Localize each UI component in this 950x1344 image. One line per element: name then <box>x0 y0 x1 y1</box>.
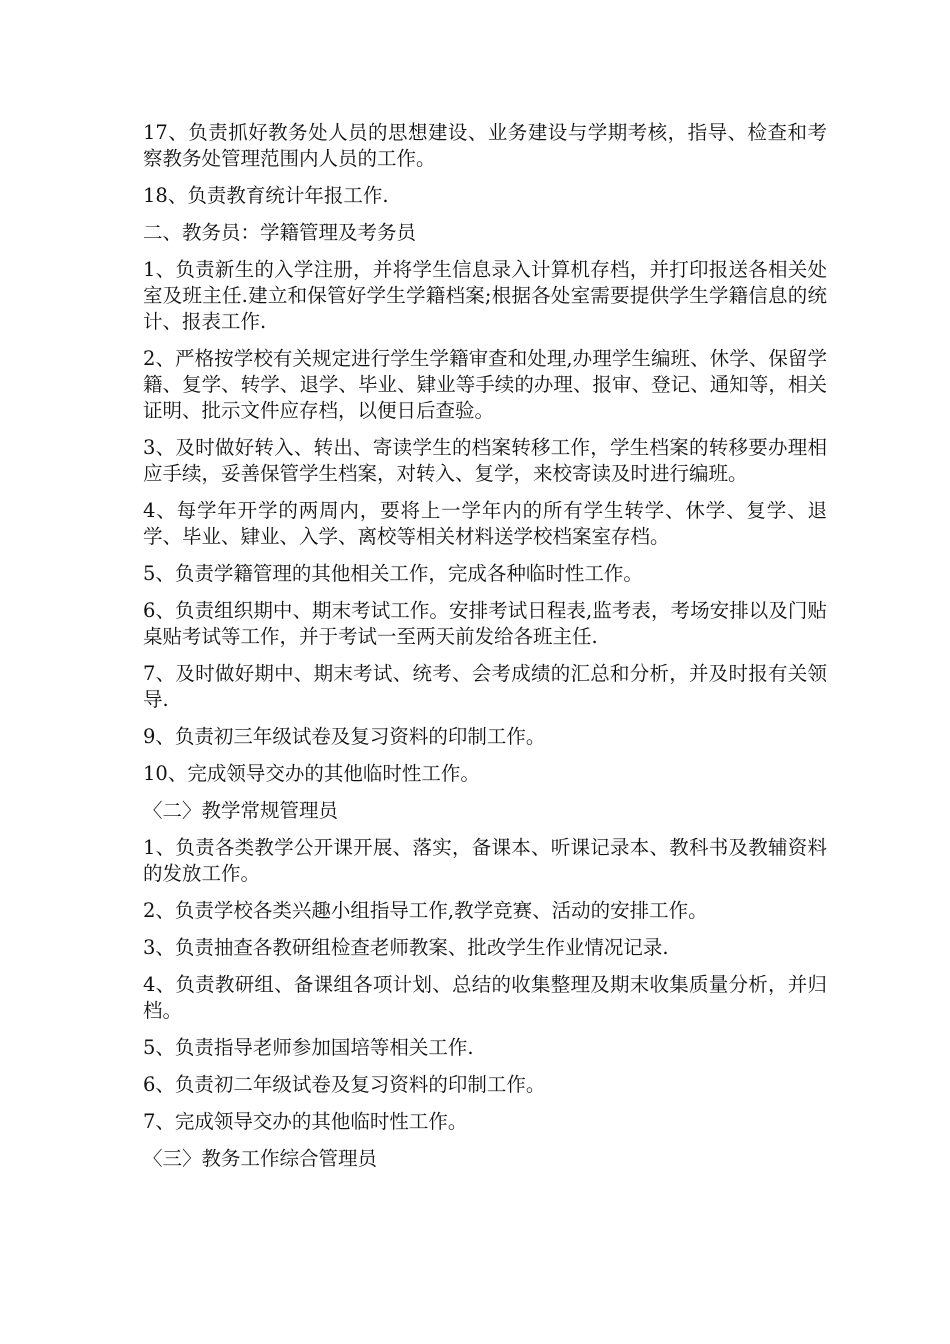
paragraph-18: 18、负责教育统计年报工作. <box>143 184 389 207</box>
paragraph-17: 17、负责抓好教务处人员的思想建设、业务建设与学期考核，指导、检查和考察教务处管理范围内人员的工作。 <box>143 121 827 170</box>
paragraph-routine-5: 5、负责指导老师参加国培等相关工作. <box>143 1036 474 1059</box>
paragraph-routine-3: 3、负责抽查各教研组检查老师教案、批改学生作业情况记录. <box>143 936 669 959</box>
paragraph-registrar-3: 3、及时做好转入、转出、寄读学生的档案转移工作，学生档案的转移要办理相应手续，妥善保管学生档案，对转入、复学，来校寄读及时进行编班。 <box>143 436 827 485</box>
section-heading-teaching-routine: 〈二〉教学常规管理员 <box>143 799 339 822</box>
paragraph-routine-2: 2、负责学校各类兴趣小组指导工作,教学竞赛、活动的安排工作。 <box>143 899 708 922</box>
paragraph-routine-4: 4、负责教研组、备课组各项计划、总结的收集整理及期末收集质量分析，并归档。 <box>143 973 827 1022</box>
section-heading-general-admin: 〈三〉教务工作综合管理员 <box>143 1147 378 1170</box>
paragraph-registrar-2: 2、严格按学校有关规定进行学生学籍审查和处理,办理学生编班、休学、保留学籍、复学、转学、退学、毕业、肄业等手续的办理、报审、登记、通知等，相关证明、批示文件应存档，以便日后查验。 <box>143 347 827 422</box>
paragraph-routine-7: 7、完成领导交办的其他临时性工作。 <box>143 1110 468 1133</box>
section-heading-registrar: 二、教务员：学籍管理及考务员 <box>143 221 417 244</box>
document-body <box>143 120 827 1183</box>
paragraph-registrar-6: 6、负责组织期中、期末考试工作。安排考试日程表,监考表，考场安排以及门贴桌贴考试等工作，并于考试一至两天前发给各班主任. <box>143 599 827 648</box>
paragraph-registrar-7: 7、及时做好期中、期末考试、统考、会考成绩的汇总和分析，并及时报有关领导. <box>143 662 827 711</box>
paragraph-registrar-9: 9、负责初三年级试卷及复习资料的印制工作。 <box>143 725 546 748</box>
paragraph-routine-6: 6、负责初二年级试卷及复习资料的印制工作。 <box>143 1073 546 1096</box>
paragraph-registrar-10: 10、完成领导交办的其他临时性工作。 <box>143 762 480 785</box>
paragraph-registrar-1: 1、负责新生的入学注册，并将学生信息录入计算机存档，并打印报送各相关处室及班主任.建立和保管好学生学籍档案;根据各处室需要提供学生学籍信息的统计、报表工作. <box>143 258 827 333</box>
paragraph-routine-1: 1、负责各类教学公开课开展、落实，备课本、听课记录本、教科书及教辅资料的发放工作。 <box>143 836 827 885</box>
paragraph-registrar-5: 5、负责学籍管理的其他相关工作，完成各种临时性工作。 <box>143 562 643 585</box>
paragraph-registrar-4: 4、每学年开学的两周内，要将上一学年内的所有学生转学、休学、复学、退学、毕业、肄业、入学、离校等相关材料送学校档案室存档。 <box>143 499 827 548</box>
